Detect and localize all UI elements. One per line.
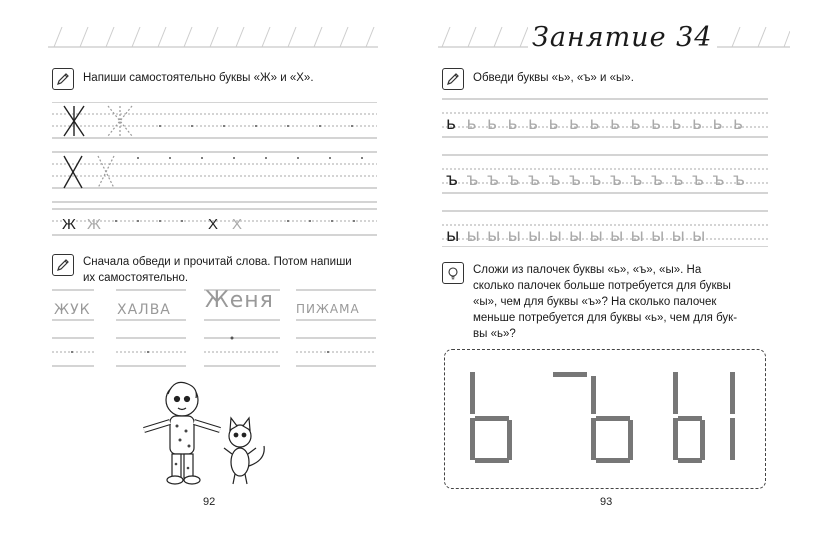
letter-kh-trace — [98, 156, 114, 188]
trace-letter-2: ъ — [528, 170, 541, 190]
stick — [475, 458, 509, 463]
trace-letter-1: ь — [651, 114, 662, 134]
trace-letter-1: ь — [507, 114, 518, 134]
trace-letter-1: ь — [630, 114, 641, 134]
trace-letter-3: ы — [487, 226, 501, 246]
stick — [673, 418, 678, 460]
trace-letter-1: ь — [548, 114, 559, 134]
trace-letter-2: ъ — [733, 170, 746, 190]
trace-letter-2: ъ — [712, 170, 725, 190]
trace-letter-1: ь — [466, 114, 477, 134]
stick — [470, 372, 475, 414]
trace-letter-3: ы — [466, 226, 480, 246]
trace-letter-3: ы — [528, 226, 542, 246]
stick — [730, 372, 735, 414]
mixed-letter-2: Ж — [87, 216, 101, 233]
trace-letter-3: ы — [651, 226, 665, 246]
word-khalva: ХАЛВА — [117, 302, 171, 318]
trace-letter-3: ы — [671, 226, 685, 246]
stick — [678, 416, 702, 421]
letter-zh-sample — [64, 106, 84, 136]
trace-letter-3: ы — [630, 226, 644, 246]
mixed-letter-4: Х — [232, 216, 243, 233]
trace-letter-3: ы — [692, 226, 706, 246]
stick — [475, 416, 509, 421]
stick — [507, 420, 512, 460]
pencil-icon — [52, 254, 74, 276]
task-write-letters — [52, 68, 314, 90]
trace-letter-2: ъ — [466, 170, 479, 190]
task-text: Напиши самостоятельно буквы «Ж» и «Х». — [83, 72, 314, 84]
header-guidelines — [48, 25, 378, 51]
trace-letter-2: ъ — [548, 170, 561, 190]
stick-letters-frame — [444, 349, 766, 489]
trace-letter-2: ъ — [630, 170, 643, 190]
stick — [628, 420, 633, 460]
trace-letter-1: ь — [671, 114, 682, 134]
trace-letter-2: ъ — [651, 170, 664, 190]
stick — [470, 418, 475, 460]
lightbulb-icon — [442, 262, 464, 284]
task-trace-letters — [442, 68, 634, 90]
stick — [553, 372, 587, 377]
trace-letter-2: ъ — [507, 170, 520, 190]
task-text-line1: Сначала обведи и прочитай слова. Потом напиши — [83, 256, 352, 268]
page-number: 92 — [203, 496, 216, 508]
task-text-line2: их самостоятельно. — [83, 272, 189, 284]
trace-letter-2: ъ — [610, 170, 623, 190]
stick — [596, 458, 630, 463]
stick — [700, 420, 705, 460]
mixed-letter-3: Х — [208, 216, 219, 233]
task-line5: вы «ь»? — [473, 328, 516, 340]
trace-letter-2: ъ — [589, 170, 602, 190]
trace-letter-2: ъ — [446, 170, 459, 190]
letter-kh-sample — [64, 156, 82, 188]
right-page — [410, 0, 819, 537]
task-line4: меньше потребуется для буквы «ь», чем для бук- — [473, 312, 738, 324]
stick — [591, 418, 596, 460]
trace-letter-2: ъ — [692, 170, 705, 190]
task-line1: Сложи из палочек буквы «ь», «ъ», «ы». На — [473, 264, 702, 276]
word-zhuk: ЖУК — [54, 302, 91, 318]
task-line2: сколько палочек больше потребуется для буквы — [473, 280, 731, 292]
stick-letters — [445, 350, 765, 488]
trace-letter-3: ы — [446, 226, 460, 246]
trace-letter-1: ь — [446, 114, 457, 134]
left-page — [0, 0, 409, 537]
task-sticks — [442, 262, 773, 342]
trace-letter-2: ъ — [569, 170, 582, 190]
trace-letter-3: ы — [610, 226, 624, 246]
stick — [591, 376, 596, 414]
trace-letter-3: ы — [507, 226, 521, 246]
lesson-title: Занятие 34 — [528, 22, 717, 53]
trace-letter-1: ь — [692, 114, 703, 134]
trace-letter-1: ь — [487, 114, 498, 134]
pencil-icon — [52, 68, 74, 90]
stick — [596, 416, 630, 421]
trace-letter-1: ь — [733, 114, 744, 134]
word-pizhama: ПИЖАМА — [296, 302, 360, 316]
word-zhenya: Женя — [205, 288, 274, 313]
trace-letter-1: ь — [610, 114, 621, 134]
trace-letter-2: ъ — [487, 170, 500, 190]
letter-tracing-rows — [442, 97, 768, 247]
page-number: 93 — [600, 496, 613, 508]
letter-zh-trace — [108, 106, 132, 136]
trace-letter-2: ъ — [671, 170, 684, 190]
stick — [678, 458, 702, 463]
stick — [673, 372, 678, 414]
trace-letter-3: ы — [548, 226, 562, 246]
task-line3: «ы», чем для буквы «ъ»? На сколько палочек — [473, 296, 717, 308]
trace-letter-1: ь — [712, 114, 723, 134]
pencil-icon — [442, 68, 464, 90]
trace-letter-3: ы — [569, 226, 583, 246]
task-trace-words — [52, 254, 352, 286]
trace-letter-1: ь — [569, 114, 580, 134]
stick — [730, 418, 735, 460]
trace-letter-3: ы — [589, 226, 603, 246]
task-text: Обведи буквы «ь», «ъ» и «ы». — [473, 72, 634, 84]
trace-letter-1: ь — [528, 114, 539, 134]
trace-letter-1: ь — [589, 114, 600, 134]
boy-and-cat-illustration — [140, 376, 275, 491]
mixed-letter-1: Ж — [62, 216, 76, 233]
